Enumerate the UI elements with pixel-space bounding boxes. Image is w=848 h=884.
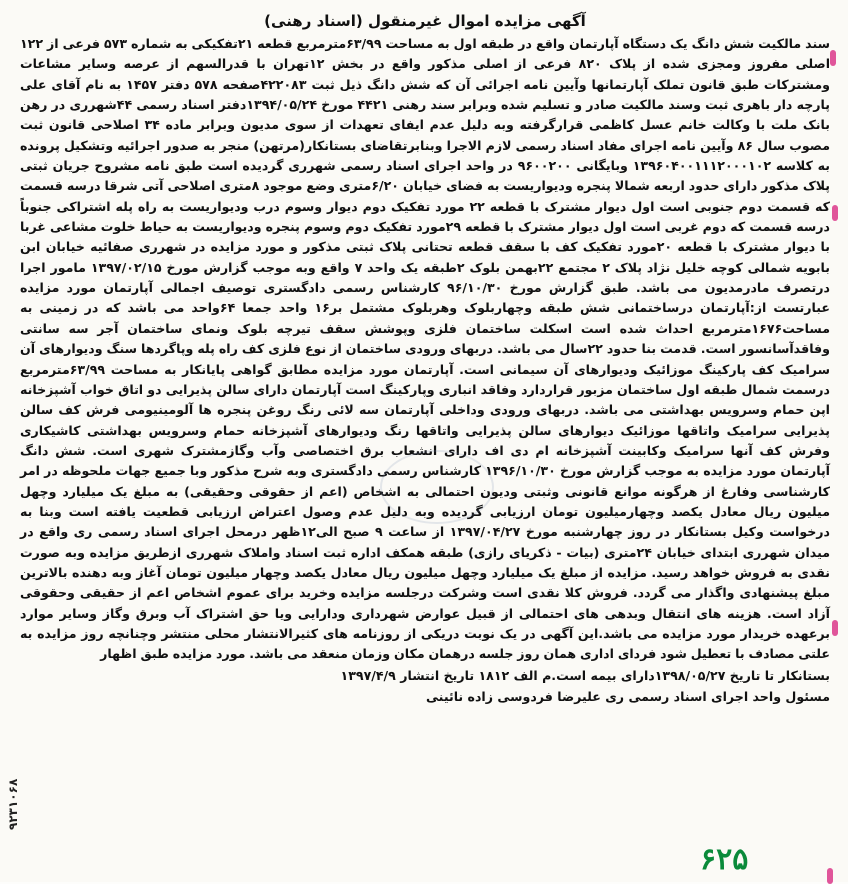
notice-footer-signature: مسئول واحد اجرای اسناد رسمی ری علیرضا فردوسی زاده نائینی xyxy=(425,688,830,704)
notice-footer-date: بستانکار تا تاریخ ۱۳۹۸/۰۵/۲۷دارای بیمه است.م الف ۱۸۱۲ تاریخ انتشار ۱۳۹۷/۴/۹ xyxy=(340,667,830,683)
pink-highlight-mark xyxy=(832,205,838,221)
notice-body: سند مالکیت شش دانگ یک دستگاه آپارتمان واقع در طبقه اول به مساحت ۶۳/۹۹مترمربع قطعه ۲۱تفکیکی به شماره ۵۷۳ فرعی از ۱۲۲ اصلی مفروز ومجزی شده از پلاک ۸۲۰ فرعی از اصلی مذکور واقع در بخش ۱۲تهران با قدرالسهم از عرصه وسایر مشاعات ومشترکات طبق قانون تملک آپارتمانها وآیین نامه اجرائی آن که شش دانگ ذیل ثبت ۴۲۲۰۸۳صفحه ۵۷۸ دفتر ۱۴۵۷ به نام آقای علی پارچه دار باهری ثبت وسند مالکیت صادر و تسلیم شده وبرابر سند رهنی ۴۴۲۱ مورخ ۱۳۹۴/۰۵/۲۴دفتر اسناد رسمی ۴۴شهرری در رهن بانک ملت با وکالت خانم عسل کاظمی قرارگرفته وبه دلیل عدم ایفای تعهدات از سوی مدیون وبرابر ماده ۳۴ اصلاحی قانون ثبت مصوب سال ۸۶ وآیین نامه اجرای مفاد اسناد رسمی لازم الاجرا وبنابرتقاضای بستانکار(مرتهن) منجر به صدور اجرائیه وتشکیل پرونده به کلاسه ۱۳۹۶۰۴۰۰۱۱۱۲۰۰۰۱۰۲ وبایگانی ۹۶۰۰۲۰۰ در واحد اجرای اسناد رسمی شهرری گردیده است طبق نامه مشروح جریان ثبتی پلاک مذکور دارای حدود اربعه شمالا پنجره ودیواریست به فضای خیابان ۶/۲۰متری وضع موجود ۸متری اصلاحی آتی شرقا درسه قسمت که قسمت دوم جنوبی است اول دیوار مشترک با قطعه ۲۲ مورد تفکیک دوم دیوار وسوم درب ودیواریست به راه پله اشتراکی جنوباً درسه قسمت که دوم غربی است اول دیوار مشترک با قطعه ۲۹مورد تفکیک دوم وسوم پنجره ودیواریست به حیاط خلوت مشاعی غربا با دیوار مشترک با قطعه ۲۰مورد تفکیک کف با سقف قطعه تحتانی پلاک ثبتی مذکور و مورد مزایده در شهرری صفائیه خیابان ابن بابویه شمالی کوچه خلیل نژاد پلاک ۲ مجتمع ۲۲بهمن بلوک ۲طبقه یک واحد ۷ واقع وبه موجب گزارش مورخ ۱۳۹۷/۰۲/۱۵ مامور اجرا درتصرف مادرمدیون می باشد. طبق گزارش مورخ ۹۶/۱۰/۳۰ کارشناس رسمی دادگستری توصیف اجمالی آپارتمان مورد مزایده عبارتست از:آپارتمان درساختمانی شش طبقه وچهاربلوک وهربلوک مشتمل بر۱۶ واحد جمعا ۶۴واحد می باشد که در زمینی به مساحت۱۶۷۶مترمربع احداث شده است اسکلت ساختمان فلزی وپوشش سقف تیرچه بلوک ونمای ساختمان آجر سه سانتی وفاقدآسانسور است. قدمت بنا حدود ۲۲سال می باشد. دربهای ورودی ساختمان از نوع فلزی کف راه پله وپاگردها سنگ ودیوارهای آن سرامیک کف پارکینگ موزائیک ودیوارهای آن سیمانی است. آپارتمان مورد مزایده مطابق گواهی پایانکار به مساحت ۶۳/۹۹مترمربع درسمت شمال طبقه اول ساختمان مزبور قراردارد وفاقد انباری وپارکینگ است آپارتمان دارای سالن پذیرایی دو اتاق خواب آشپزخانه اپن حمام وسرویس بهداشتی می باشد. دربهای ورودی وداخلی آپارتمان سه لائی رنگ روغن پنجره ها آلومینیومی فرش کف سالن پذیرایی سرامیک واتاقها موزائیک دیوارهای سالن پذیرایی واتاقها رنگ ودیوارهای آشپزخانه حمام وسرویس بهداشتی کاشیکاری وفرش کف آنها سرامیک وکابینت آشپزخانه ام دی اف دارای انشعاب برق اختصاصی وآب وگازمشترک شهری است. شش دانگ آپارتمان مورد مزایده به موجب گزارش مورخ ۱۳۹۶/۱۰/۳۰ کارشناس رسمی دادگستری وبه شرح مذکور وبا جمیع جهات ملحوظه در امر کارشناسی وفارغ از هرگونه موانع قانونی وثبتی ودیون احتمالی به اشخاص (اعم از حقوقی وحقیقی) به مبلغ یک میلیارد وچهل میلیون ریال معادل یکصد وچهارمیلیون تومان ارزیابی گردیده وبه دلیل عدم وصول اعتراض ارزیابی قطعیت یافته است وبنا به درخواست وکیل بستانکار در روز چهارشنبه مورخ ۱۳۹۷/۰۴/۲۷ از ساعت ۹ صبح الی۱۲ظهر درمحل اجرای اسناد رسمی ری واقع در میدان شهرری ابتدای خیابان ۲۴متری (بیات - ذکریای رازی) طبقه همکف اداره ثبت اسناد واملاک شهرری ازطریق مزایده وبه صورت نقدی به فروش خواهد رسید. مزایده از مبلغ یک میلیارد وچهل میلیون ریال معادل یکصد وچهار میلیون تومان آغاز وبه دهنده بالاترین مبلغ پیشنهادی واگذار می گردد. فروش کلا نقدی است وشرکت درجلسه مزایده وخرید برای عموم اشخاص اعم از حقیقی وحقوقی آزاد است. هزینه های انتقال وبدهی های احتمالی از قبیل عوارض شهرداری ودارایی ویا حق اشتراک آب وبرق وگاز وسایر موارد برعهده خریدار مورد مزایده می باشد.این آگهی در یک نوبت دریکی از روزنامه های کثیرالانتشار محلی منتشر وچنانچه روز مزایده به علتی مصادف با تعطیل شود فردای اداری همان روز جلسه درهمان مکان وزمان منعقد می باشد. مورد مزایده طبق اظهار xyxy=(20,36,831,662)
notice-title: آگهی مزایده اموال غیرمنقول (اسناد رهنی) xyxy=(264,12,586,30)
pink-highlight-mark xyxy=(832,620,838,636)
side-reference-code: ۹۲۳۱۰۶۸ xyxy=(6,778,20,830)
handwritten-number-stamp: ۶۲۵ xyxy=(700,842,749,877)
pink-highlight-mark xyxy=(830,50,836,66)
